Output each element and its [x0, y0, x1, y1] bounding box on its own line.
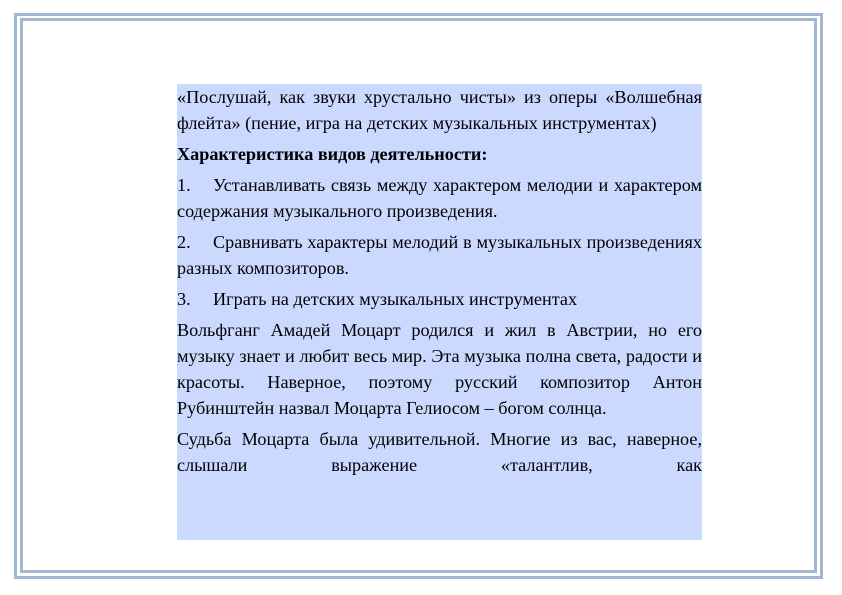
- list-item-number: 1.: [177, 175, 191, 195]
- intro-paragraph: «Послушай, как звуки хрустально чисты» из оперы «Волшебная флейта» (пение, игра на детских музыкальных инструментах): [177, 87, 702, 133]
- list-item-number: 2.: [177, 232, 191, 252]
- list-item-text: Устанавливать связь между характером мелодии и характером содержания музыкального произведения.: [177, 175, 702, 221]
- fate-paragraph: Судьба Моцарта была удивительной. Многие из вас, наверное, слышали выражение «талантлив, как: [177, 429, 702, 475]
- list-item: [177, 172, 702, 224]
- list-item: [177, 229, 702, 281]
- list-item-number: 3.: [177, 289, 191, 309]
- mozart-paragraph: Вольфганг Амадей Моцарт родился и жил в Австрии, но его музыку знает и любит весь мир. Эта музыка полна света, радости и красоты. Наверное, поэтому русский композитор Антон Рубинштейн назвал Моцарта Гелиосом – богом солнца.: [177, 320, 702, 418]
- activities-heading: Характеристика видов деятельности:: [177, 144, 488, 164]
- list-item-text: Играть на детских музыкальных инструментах: [213, 289, 578, 309]
- list-item: [177, 286, 702, 312]
- list-item-text: Сравнивать характеры мелодий в музыкальных произведениях разных композиторов.: [177, 232, 702, 278]
- text-block: [177, 84, 702, 540]
